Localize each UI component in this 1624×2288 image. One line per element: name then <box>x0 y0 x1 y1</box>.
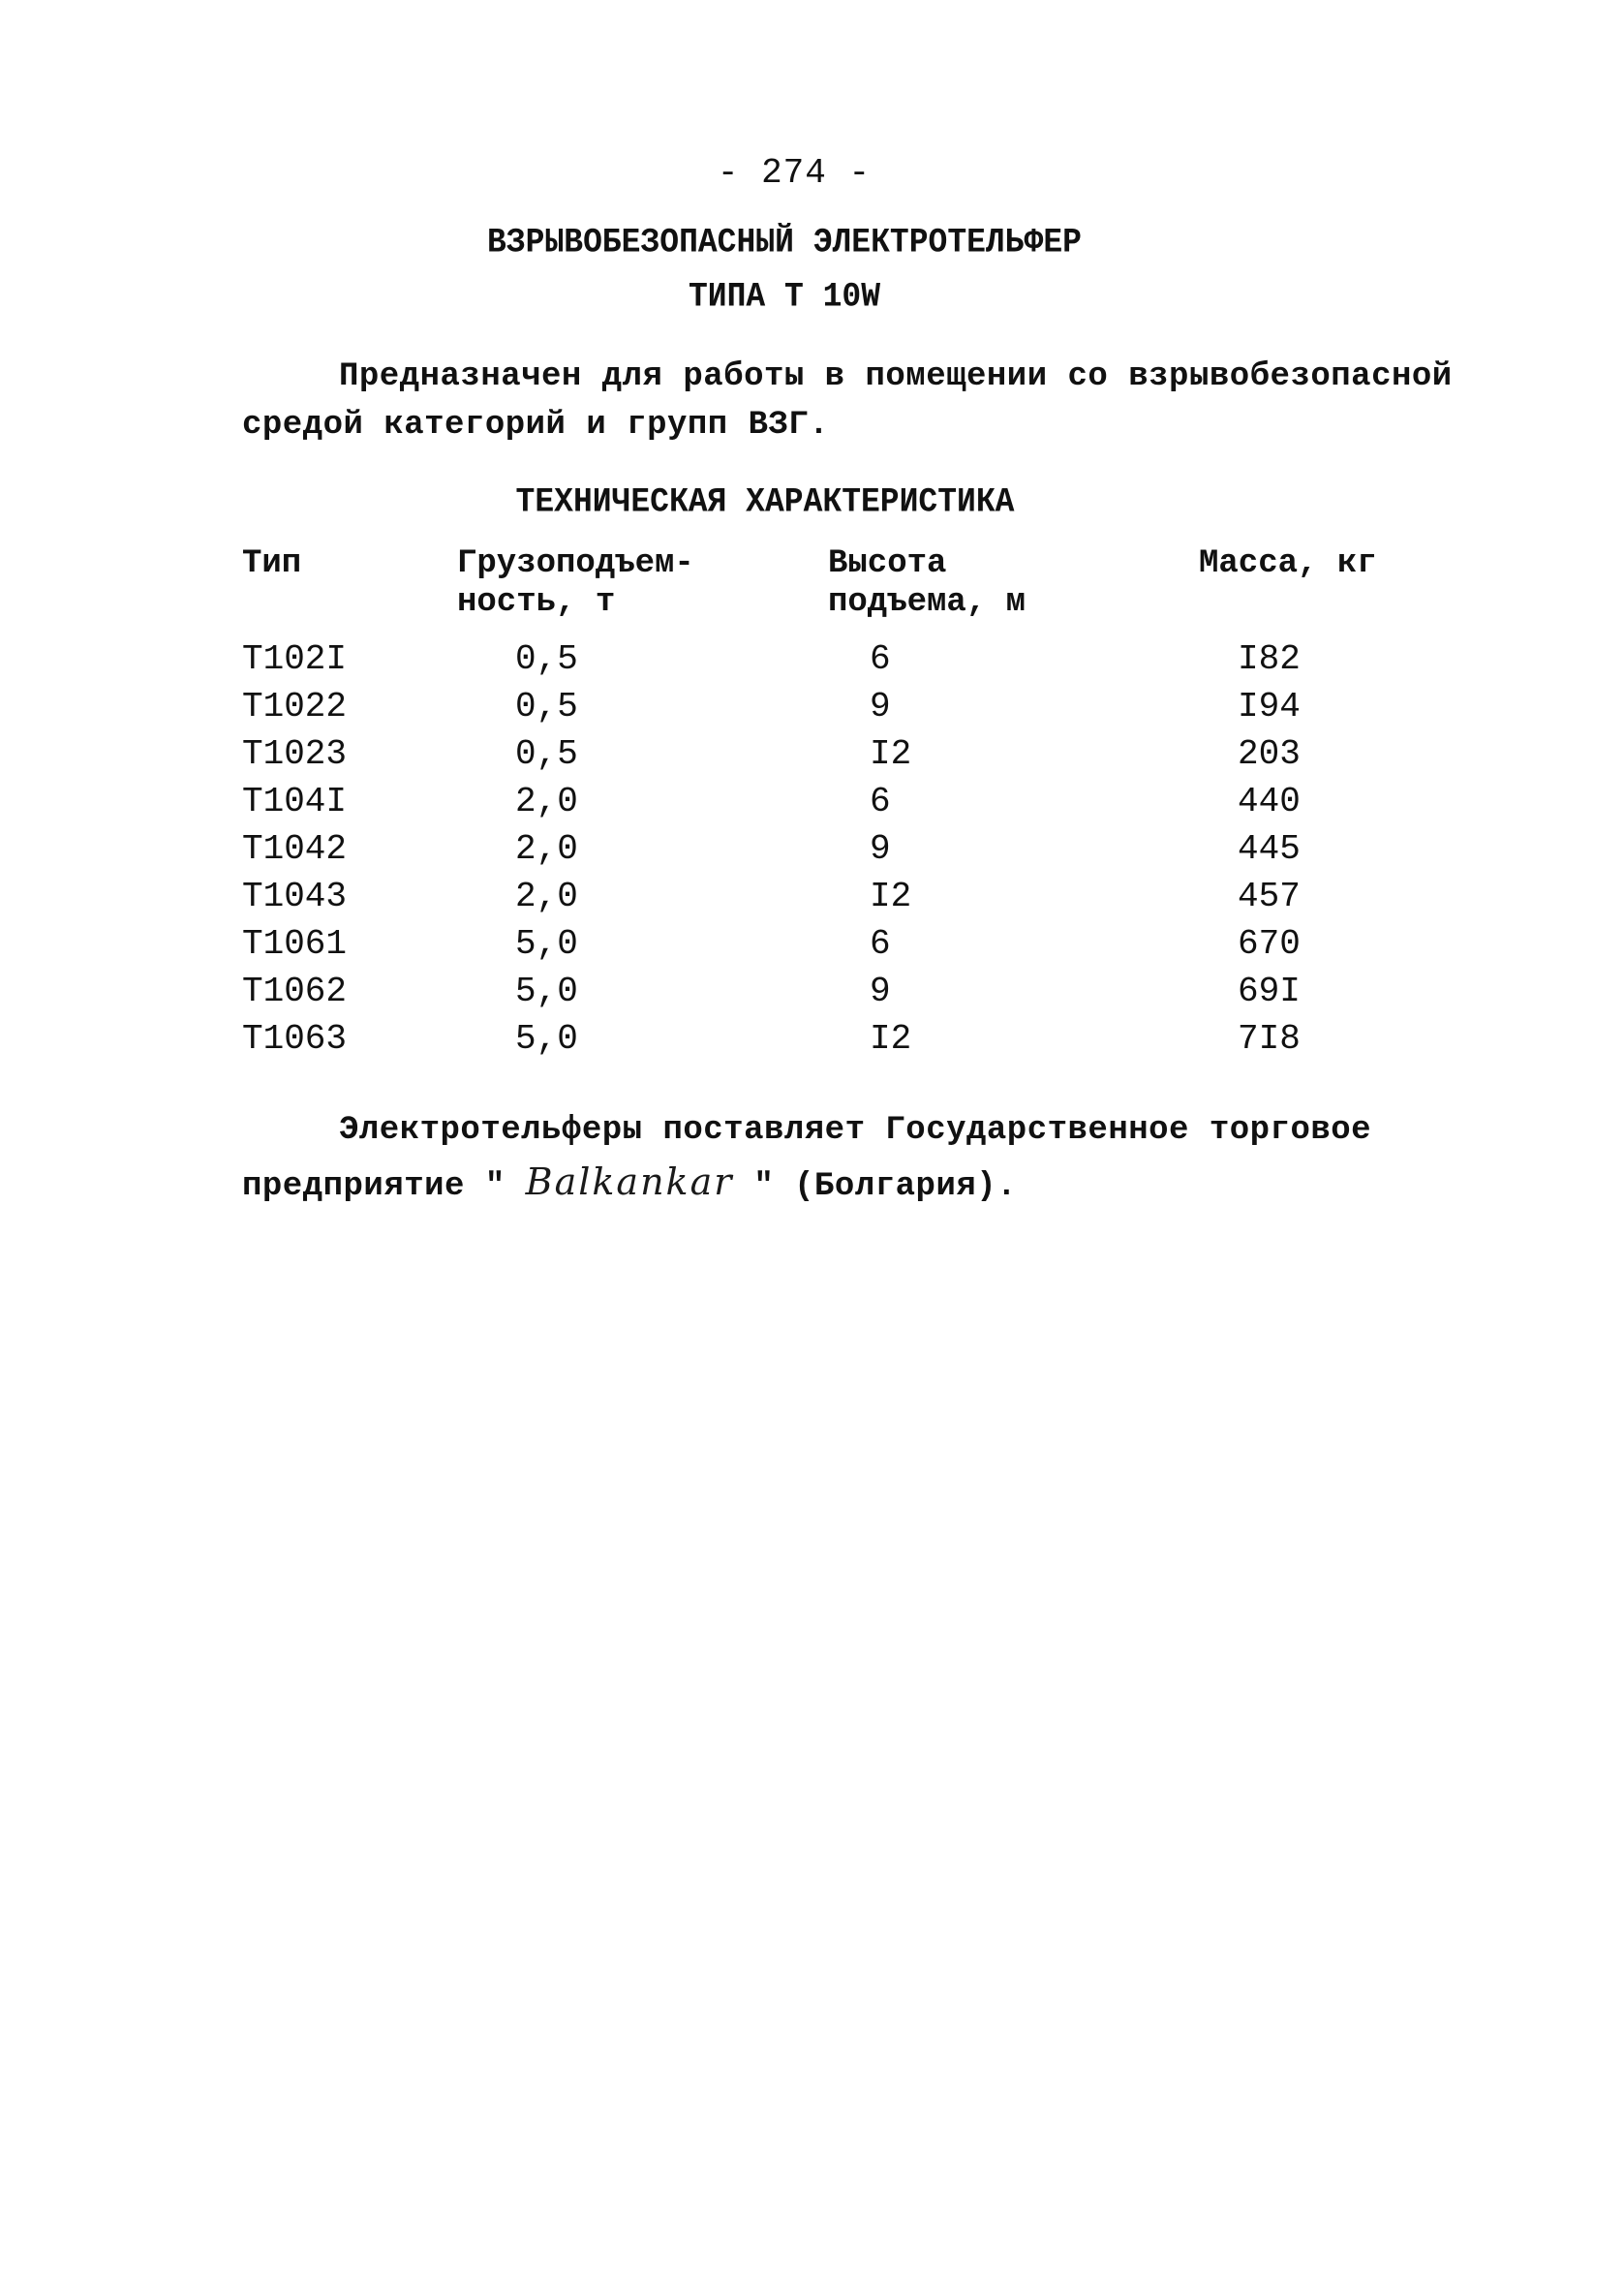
cell-capacity: 2,0 <box>515 829 578 869</box>
cell-type: T104I <box>242 782 348 821</box>
cell-capacity: 0,5 <box>515 639 578 679</box>
handwritten-company-name: Balkankar <box>525 1160 734 1203</box>
table-row <box>0 639 1624 687</box>
column-header-capacity-line-1: Грузоподъем- <box>457 545 694 582</box>
table-row <box>0 972 1624 1019</box>
table-row <box>0 734 1624 782</box>
cell-mass: 440 <box>1238 782 1301 821</box>
cell-mass: 203 <box>1238 734 1301 774</box>
table-row <box>0 924 1624 972</box>
cell-capacity: 0,5 <box>515 687 578 727</box>
spec-table <box>0 639 1624 1067</box>
cell-capacity: 2,0 <box>515 782 578 821</box>
column-header-type <box>242 544 301 583</box>
cell-height: 6 <box>870 782 891 821</box>
cell-height: 9 <box>870 972 891 1011</box>
cell-mass: 69I <box>1238 972 1301 1011</box>
cell-mass: I94 <box>1238 687 1301 727</box>
document-subtitle: ТИПА Т 10W <box>688 277 881 317</box>
intro-paragraph-line-1: Предназначен для работы в помещении со взрывобезопасной <box>339 358 1453 395</box>
table-row <box>0 782 1624 829</box>
column-header-type-label: Тип <box>242 545 302 582</box>
spec-heading: ТЕХНИЧЕСКАЯ ХАРАКТЕРИСТИКА <box>515 482 1015 522</box>
cell-mass: 7I8 <box>1238 1019 1301 1059</box>
column-header-capacity <box>457 544 694 622</box>
cell-height: I2 <box>870 734 912 774</box>
supplier-suffix: " (Болгария). <box>753 1168 1018 1205</box>
cell-type: T1042 <box>242 829 348 869</box>
cell-type: T1061 <box>242 924 348 964</box>
cell-capacity: 5,0 <box>515 1019 578 1059</box>
cell-type: T1062 <box>242 972 348 1011</box>
cell-type: T1023 <box>242 734 348 774</box>
column-header-height-line-2: подъема, м <box>828 584 1026 621</box>
table-row <box>0 877 1624 924</box>
cell-height: 6 <box>870 924 891 964</box>
table-row <box>0 687 1624 734</box>
table-row <box>0 829 1624 877</box>
supplier-paragraph-line-1: Электротельферы поставляет Государственное торговое <box>339 1112 1372 1149</box>
cell-capacity: 5,0 <box>515 924 578 964</box>
cell-type: T102I <box>242 639 348 679</box>
cell-mass: 670 <box>1238 924 1301 964</box>
cell-type: T1063 <box>242 1019 348 1059</box>
page-number: - 274 - <box>717 153 872 193</box>
supplier-prefix: предприятие " <box>242 1168 506 1205</box>
column-header-height-line-1: Высота <box>828 545 947 582</box>
cell-capacity: 2,0 <box>515 877 578 916</box>
cell-capacity: 0,5 <box>515 734 578 774</box>
column-header-mass <box>1199 544 1377 583</box>
column-header-capacity-line-2: ность, т <box>457 584 616 621</box>
cell-height: I2 <box>870 1019 912 1059</box>
intro-paragraph-line-2: средой категорий и групп ВЗГ. <box>242 407 830 444</box>
cell-capacity: 5,0 <box>515 972 578 1011</box>
cell-height: 9 <box>870 687 891 727</box>
document-title: ВЗРЫВОБЕЗОПАСНЫЙ ЭЛЕКТРОТЕЛЬФЕР <box>487 223 1082 263</box>
cell-type: T1022 <box>242 687 348 727</box>
column-header-height <box>828 544 1026 622</box>
cell-height: 9 <box>870 829 891 869</box>
column-header-mass-label: Масса, кг <box>1199 545 1377 582</box>
cell-height: 6 <box>870 639 891 679</box>
table-row <box>0 1019 1624 1067</box>
cell-mass: 457 <box>1238 877 1301 916</box>
cell-mass: 445 <box>1238 829 1301 869</box>
cell-mass: I82 <box>1238 639 1301 679</box>
supplier-paragraph-line-2 <box>242 1160 1017 1205</box>
cell-type: T1043 <box>242 877 348 916</box>
cell-height: I2 <box>870 877 912 916</box>
